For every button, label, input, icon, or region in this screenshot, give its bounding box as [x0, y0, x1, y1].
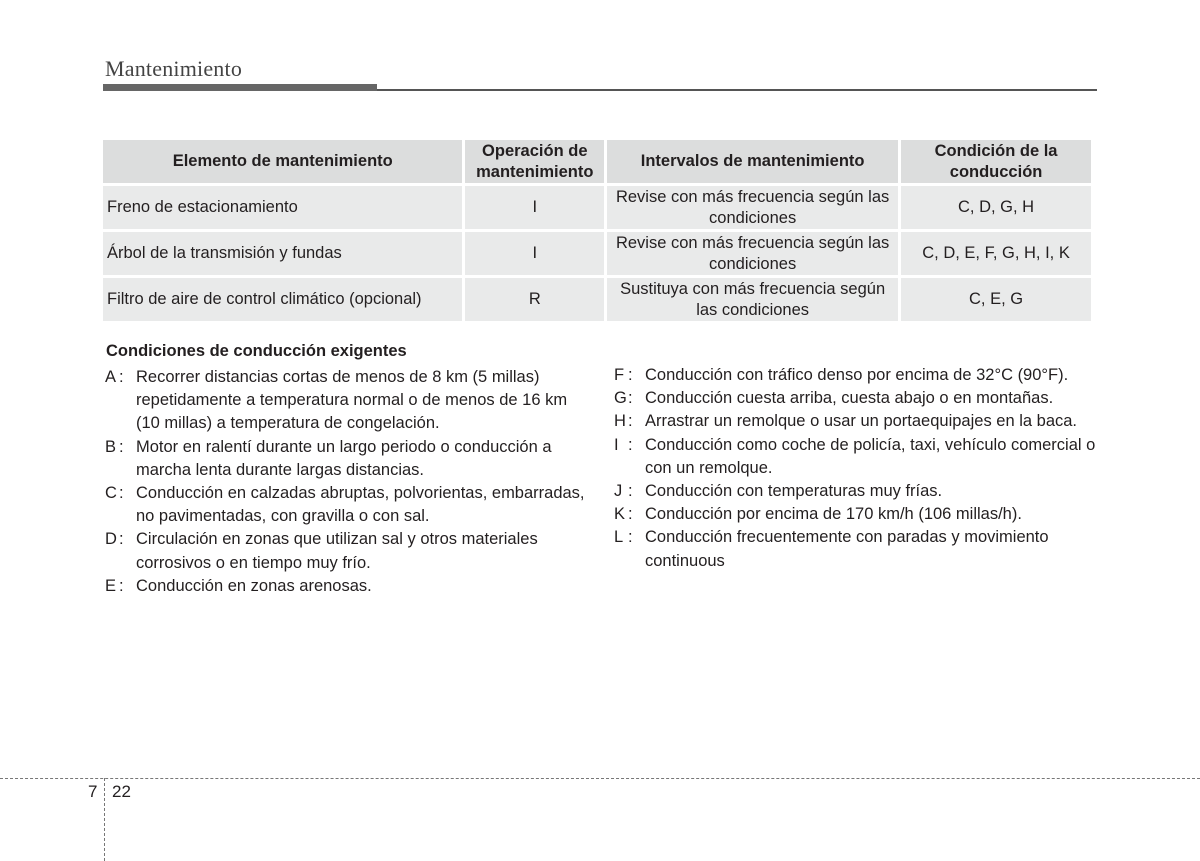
- list-item: [105, 482, 585, 528]
- condition-letter: H: [614, 412, 626, 431]
- cell-intervals: Sustituya con más frecuencia según las condiciones: [607, 278, 898, 321]
- chapter-number: 7: [88, 782, 98, 801]
- condition-separator: :: [628, 366, 633, 384]
- condition-separator: :: [119, 576, 124, 595]
- condition-separator: :: [119, 437, 124, 456]
- condition-text: Conducción con temperaturas muy frías.: [645, 482, 943, 501]
- table-row: [103, 278, 1091, 321]
- condition-separator: :: [628, 389, 633, 408]
- column-header-intervals: Intervalos de mantenimiento: [607, 140, 898, 183]
- list-item: [105, 436, 585, 482]
- list-item: [614, 480, 1100, 503]
- page-header-title: Mantenimiento: [105, 56, 243, 81]
- cell-intervals: Revise con más frecuencia según las condiciones: [607, 186, 898, 229]
- list-item: [105, 528, 585, 574]
- table-row: [103, 186, 1091, 229]
- condition-text: Conducción en zonas arenosas.: [136, 576, 372, 595]
- condition-text: Circulación en zonas que utilizan sal y otros materiales corrosivos o en tiempo muy frío.: [136, 530, 538, 572]
- condition-letter: F: [614, 366, 625, 384]
- condition-separator: :: [628, 482, 633, 501]
- list-item: [614, 526, 1100, 572]
- header-rule-thick: [103, 84, 377, 91]
- cell-element: Árbol de la transmisión y fundas: [103, 232, 462, 275]
- condition-separator: :: [628, 505, 633, 524]
- condition-text: Conducción con tráfico denso por encima de 32°C (90°F).: [645, 366, 1069, 384]
- cell-operation: I: [465, 232, 604, 275]
- conditions-heading: Condiciones de conducción exigentes: [106, 342, 407, 360]
- cell-condition: C, E, G: [901, 278, 1091, 321]
- condition-letter: I: [614, 435, 619, 454]
- column-header-element: Elemento de mantenimiento: [103, 140, 462, 183]
- list-item: [105, 366, 585, 436]
- list-item: [614, 410, 1100, 433]
- header-rule-thin: [377, 89, 1097, 91]
- condition-text: Conducción en calzadas abruptas, polvorientas, embarradas, no pavimentadas, con gravilla o con sal.: [136, 484, 585, 526]
- column-header-operation: Operación de mantenimiento: [465, 140, 604, 183]
- column-header-condition: Condición de la conducción: [901, 140, 1091, 183]
- cell-operation: I: [465, 186, 604, 229]
- cell-condition: C, D, G, H: [901, 186, 1091, 229]
- cell-intervals: Revise con más frecuencia según las condiciones: [607, 232, 898, 275]
- condition-text: Conducción por encima de 170 km/h (106 millas/h).: [645, 505, 1022, 524]
- condition-letter: B: [105, 437, 117, 456]
- cell-operation: R: [465, 278, 604, 321]
- condition-text: Arrastrar un remolque o usar un portaequipajes en la baca.: [645, 412, 1078, 431]
- page-number: 22: [112, 782, 131, 801]
- condition-letter: G: [614, 389, 627, 408]
- cell-element: Filtro de aire de control climático (opcional): [103, 278, 462, 321]
- condition-letter: A: [105, 368, 117, 386]
- condition-text: Conducción frecuentemente con paradas y movimiento continuous: [645, 528, 1049, 570]
- condition-separator: :: [628, 412, 633, 431]
- conditions-list-left: [105, 366, 585, 598]
- condition-text: Conducción como coche de policía, taxi, vehículo comercial o con un remolque.: [645, 435, 1096, 477]
- list-item: [614, 434, 1100, 480]
- condition-separator: :: [628, 528, 633, 547]
- condition-letter: D: [105, 530, 117, 549]
- list-item: [105, 575, 585, 598]
- condition-separator: :: [119, 368, 124, 386]
- condition-text: Conducción cuesta arriba, cuesta abajo o en montañas.: [645, 389, 1054, 408]
- condition-letter: J: [614, 482, 623, 501]
- table-row: [103, 232, 1091, 275]
- footer-dashed-divider: [104, 778, 105, 861]
- cell-condition: C, D, E, F, G, H, I, K: [901, 232, 1091, 275]
- condition-separator: :: [628, 435, 633, 454]
- list-item: [614, 503, 1100, 526]
- condition-separator: :: [119, 530, 124, 549]
- condition-letter: E: [105, 576, 117, 595]
- table-header-row: [103, 140, 1091, 183]
- footer-dashed-rule: [0, 778, 1200, 779]
- condition-letter: K: [614, 505, 626, 524]
- condition-text: Recorrer distancias cortas de menos de 8 km (5 millas) repetidamente a temperatura normal o de menos de 16 km (10 millas) a temperatura de congelación.: [136, 368, 568, 433]
- condition-letter: C: [105, 484, 117, 503]
- cell-element: Freno de estacionamiento: [103, 186, 462, 229]
- maintenance-table: [100, 137, 1094, 324]
- conditions-list-right: [614, 364, 1100, 573]
- list-item: [614, 364, 1100, 387]
- condition-text: Motor en ralentí durante un largo periodo o conducción a marcha lenta durante largas distancias.: [136, 437, 552, 479]
- condition-separator: :: [119, 484, 124, 503]
- condition-letter: L: [614, 528, 624, 547]
- list-item: [614, 387, 1100, 410]
